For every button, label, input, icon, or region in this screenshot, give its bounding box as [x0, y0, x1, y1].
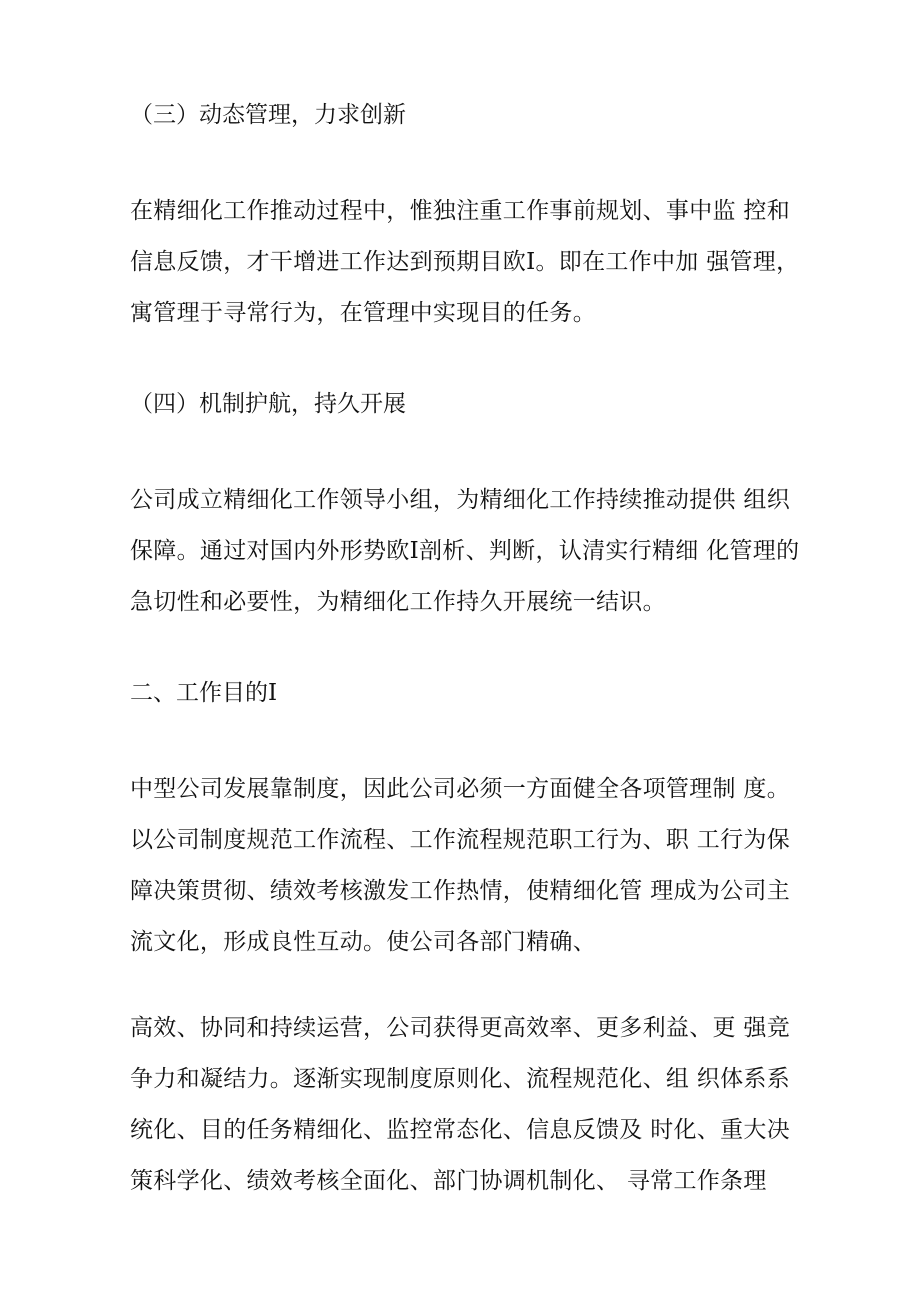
- paragraph-line: 统化、目的任务精细化、监控常态化、信息反馈及 时化、重大决: [130, 1117, 791, 1143]
- paragraph-line: 在精细化工作推动过程中，惟独注重工作事前规划、事中监 控和: [130, 198, 791, 224]
- paragraph-line: 中型公司发展靠制度，因此公司必须一方面健全各项管理制 度。: [130, 776, 791, 802]
- paragraph-line: 流文化，形成良性互动。使公司各部门精确、: [130, 929, 596, 955]
- paragraph-line: 寓管理于寻常行为，在管理中实现目的任务。: [130, 300, 596, 326]
- paragraph-line: 公司成立精细化工作领导小组，为精细化工作持续推动提供 组织: [130, 487, 791, 513]
- paragraph-line: 以公司制度规范工作流程、工作流程规范职工行为、职 工行为保: [130, 827, 791, 853]
- paragraph-line: 高效、协同和持续运营，公司获得更高效率、更多利益、更 强竞: [130, 1015, 791, 1041]
- section-heading-3: （三）动态管理，力求创新: [130, 102, 406, 128]
- paragraph-line: 保障。通过对国内外形势欧I剖析、判断，认清实行精细 化管理的: [130, 538, 800, 564]
- section-heading-4: （四）机制护航，持久开展: [130, 391, 406, 417]
- paragraph-line: 急切性和必要性，为精细化工作持久开展统一结识。: [130, 589, 666, 615]
- paragraph-line: 障决策贯彻、绩效考核激发工作热情，使精细化管 理成为公司主: [130, 878, 791, 904]
- paragraph-line: 争力和凝结力。逐渐实现制度原则化、流程规范化、组 织体系系: [130, 1066, 791, 1092]
- paragraph-line: 策科学化、绩效考核全面化、部门协调机制化、 寻常工作条理: [130, 1168, 767, 1194]
- paragraph-line: 信息反馈，才干增进工作达到预期目欧I。即在工作中加 强管理，: [130, 249, 800, 275]
- part-heading-2: 二、工作目的I: [130, 680, 278, 706]
